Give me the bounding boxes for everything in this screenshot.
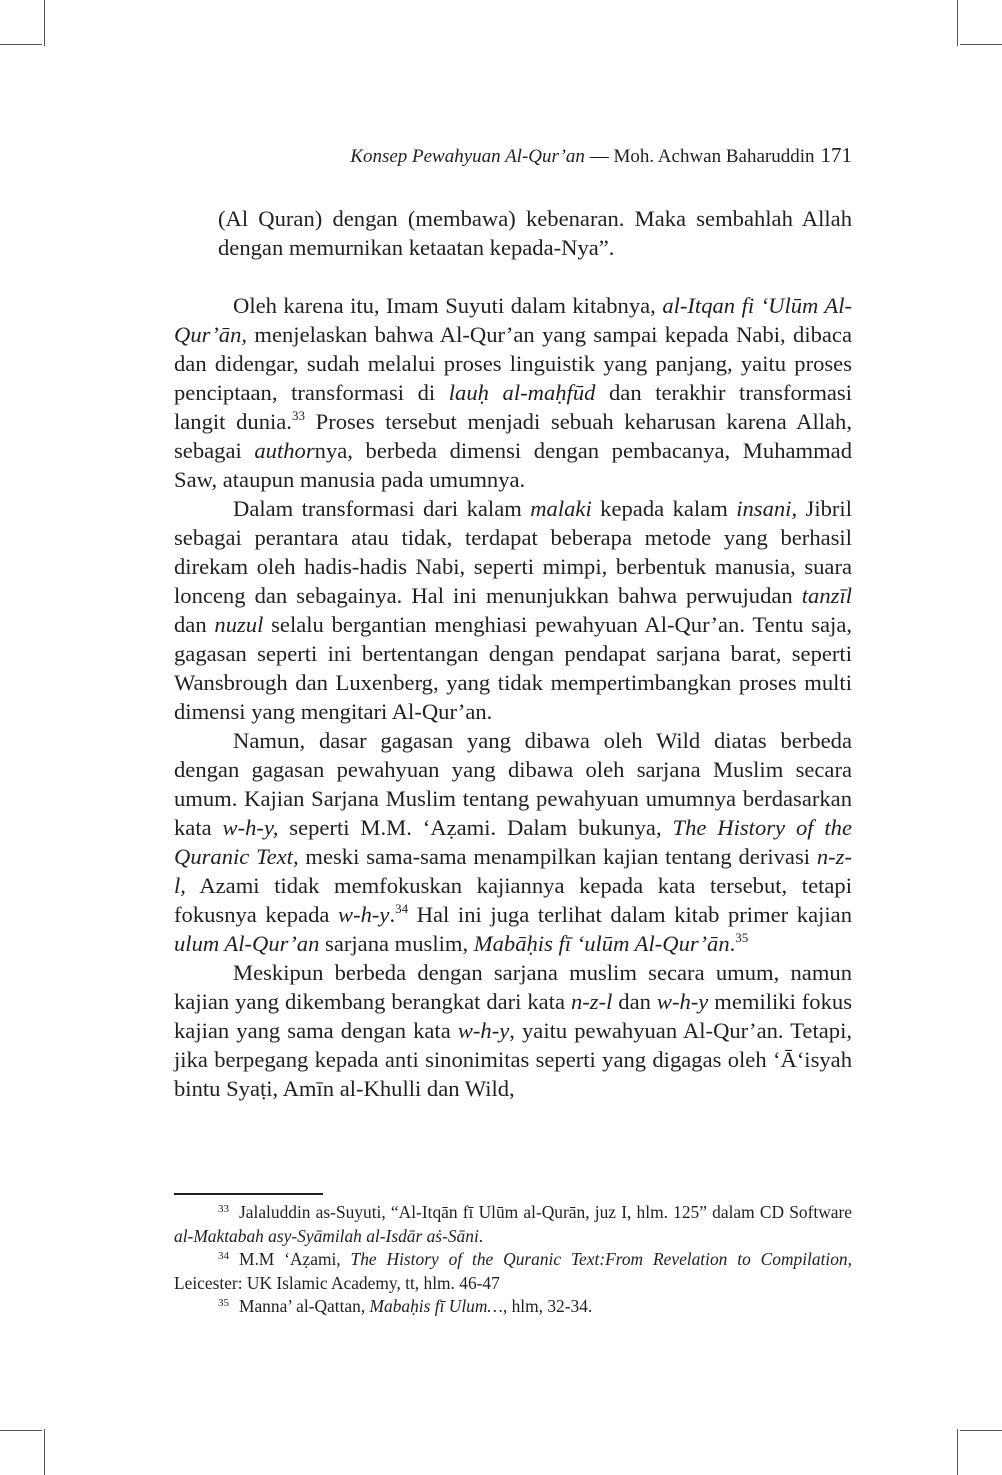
crop-mark-bottom-left [44,1429,45,1475]
paragraph-3 [174,726,852,958]
paragraph-2 [174,494,852,726]
footnote-number: 34 [218,1250,229,1263]
crop-mark-top-right [957,0,958,46]
italic-run: w-h-y [656,989,709,1014]
header-author: Moh. Achwan Baharuddin [613,146,815,167]
text-run: , yaitu pewahyuan Al-Qur’an. Tetapi, jika berpegang kepada anti sinonimitas seperti yang digagas oleh ‘Ā‘isyah bintu Syaṭi, Amīn al-Khulli dan Wild, [174,1018,852,1101]
text-run: memiliki fokus kajian yang sama dengan kata [174,989,852,1043]
text-run: dan [612,989,657,1014]
italic-run: n-z-l, [174,844,852,898]
text-run: hlm, 32-34. [507,1296,593,1317]
text-run: Proses tersebut menjadi sebuah keharusan karena Allah, sebagai [174,409,853,463]
text-run: Meskipun berbeda dengan sarjana muslim secara umum, namun kajian yang dikembang berangkat dari kata [174,960,852,1014]
crop-mark-top-left [44,0,45,46]
running-header [174,141,852,171]
text-run: menjelaskan bahwa Al-Qur’an yang sampai kepada Nabi, dibaca dan didengar, sudah melalui proses linguistik yang panjang, yaitu proses penciptaan, transformasi di [174,322,852,405]
text-run: dan terakhir transformasi langit dunia. [174,380,852,434]
text-run: Namun, dasar gagasan yang dibawa oleh Wild diatas berbeda dengan gagasan pewahyuan yang dibawa oleh sarjana Muslim secara umum. Kajian Sarjana Muslim tentang pewahyuan umumnya berdasarkan kata [174,728,852,840]
text-run: M.M ‘Aẓami, [239,1249,351,1270]
italic-run: malaki [530,496,592,521]
italic-run: al-Maktabah asy-Syāmilah al-Isdār aṡ-Sāni [174,1225,479,1246]
block-quote: (Al Quran) dengan (membawa) kebenaran. Maka sembahlah Allah dengan memurnikan ketaatan kepada-Nya”. [218,206,852,260]
italic-run: The History of the Quranic Text:From Revelation to Compilation [350,1249,848,1270]
italic-run: al-Itqan fi ‘Ulūm Al-Qur’ān, [174,293,853,347]
italic-run: w-h-y, [222,815,279,840]
footnote-34 [174,1248,852,1295]
italic-run: w-h-y [338,902,390,927]
text-run: kepada kalam [591,496,737,521]
crop-mark-bottom-right-h [960,1430,1002,1431]
crop-mark-bottom-right [957,1429,958,1475]
crop-mark-top-right-h [960,44,1002,45]
crop-mark-bottom-left-h [0,1430,42,1431]
text-run: seperti M.M. ‘Aẓami. Dalam bukunya, [278,815,673,840]
italic-run: The History of the Quranic Text, [174,815,853,869]
paragraph-1 [174,291,852,494]
page-number: 171 [820,143,852,167]
text-run: . [478,1225,484,1246]
italic-run: Mabaḥis fī Ulum…, [369,1296,508,1317]
italic-run: n-z-l [570,989,613,1014]
text-run: sarjana muslim, [319,931,474,956]
text-run: Oleh karena itu, Imam Suyuti dalam kitabnya, [233,293,663,318]
text-run: meski sama-sama menampilkan kajian tentang derivasi [298,844,817,869]
header-separator: — [584,146,614,167]
italic-run: ulum Al-Qur’an [174,931,320,956]
italic-run: Mabāḥis fī ‘ulūm Al-Qur’ān [473,931,730,956]
italic-run: nuzul [214,612,264,637]
footnote-35 [174,1295,852,1319]
footnote-ref: 35 [735,930,749,945]
footnote-number: 33 [218,1203,229,1215]
footnote-separator [174,1193,323,1195]
italic-run: author [254,438,315,463]
text-run: . [389,902,396,927]
footnote-number: 35 [218,1297,229,1310]
text-run: nya, berbeda dimensi dengan pembacanya, Muhammad Saw, ataupun manusia pada umumnya. [174,438,852,492]
footnote-33 [174,1201,852,1248]
italic-run: insani, [736,496,798,521]
text-run: Jibril sebagai perantara atau tidak, terdapat beberapa metode yang berhasil direkam oleh hadis-hadis Nabi, seperti mimpi, berbentuk manusia, suara lonceng dan sebagainya. Hal ini menunjukkan bahwa perwujudan [174,496,852,608]
text-run: Jalaluddin as-Suyuti, “Al-Itqān fī Ulūm al-Qurān, juz I, hlm. 125” dalam CD Software [239,1202,852,1222]
text-run: Azami tidak memfokuskan kajiannya kepada kata tersebut, tetapi fokusnya kepada [174,873,852,927]
body-text [174,204,852,1103]
text-run: selalu bergantian menghiasi pewahyuan Al-Qur’an. Tentu saja, gagasan seperti ini bertentangan dengan pendapat sarjana barat, seperti Wansbrough dan Luxenberg, yang tidak mempertimbangkan proses multi dimensi yang mengitari Al-Qur’an. [174,612,852,724]
footnote-ref: 34 [395,901,409,916]
text-run: Hal ini juga terlihat dalam kitab primer kajian [408,902,853,927]
text-run: , Leicester: UK Islamic Academy, tt, hlm. 46-47 [174,1249,852,1293]
text-run: Dalam transformasi dari kalam [233,496,531,521]
text-run: . [729,931,736,956]
text-run: Manna’ al-Qattan, [239,1296,370,1317]
footnote-ref: 33 [291,408,305,423]
text-run: dan [174,612,215,637]
footnotes [174,1201,852,1319]
italic-run: tanzīl [801,583,852,608]
crop-mark-top-left-h [0,44,42,45]
italic-run: w-h-y [457,1018,510,1043]
italic-run: lauḥ al-maḥfūd [448,380,596,405]
paragraph-4 [174,958,852,1103]
header-title: Konsep Pewahyuan Al-Qur’an [350,146,585,167]
